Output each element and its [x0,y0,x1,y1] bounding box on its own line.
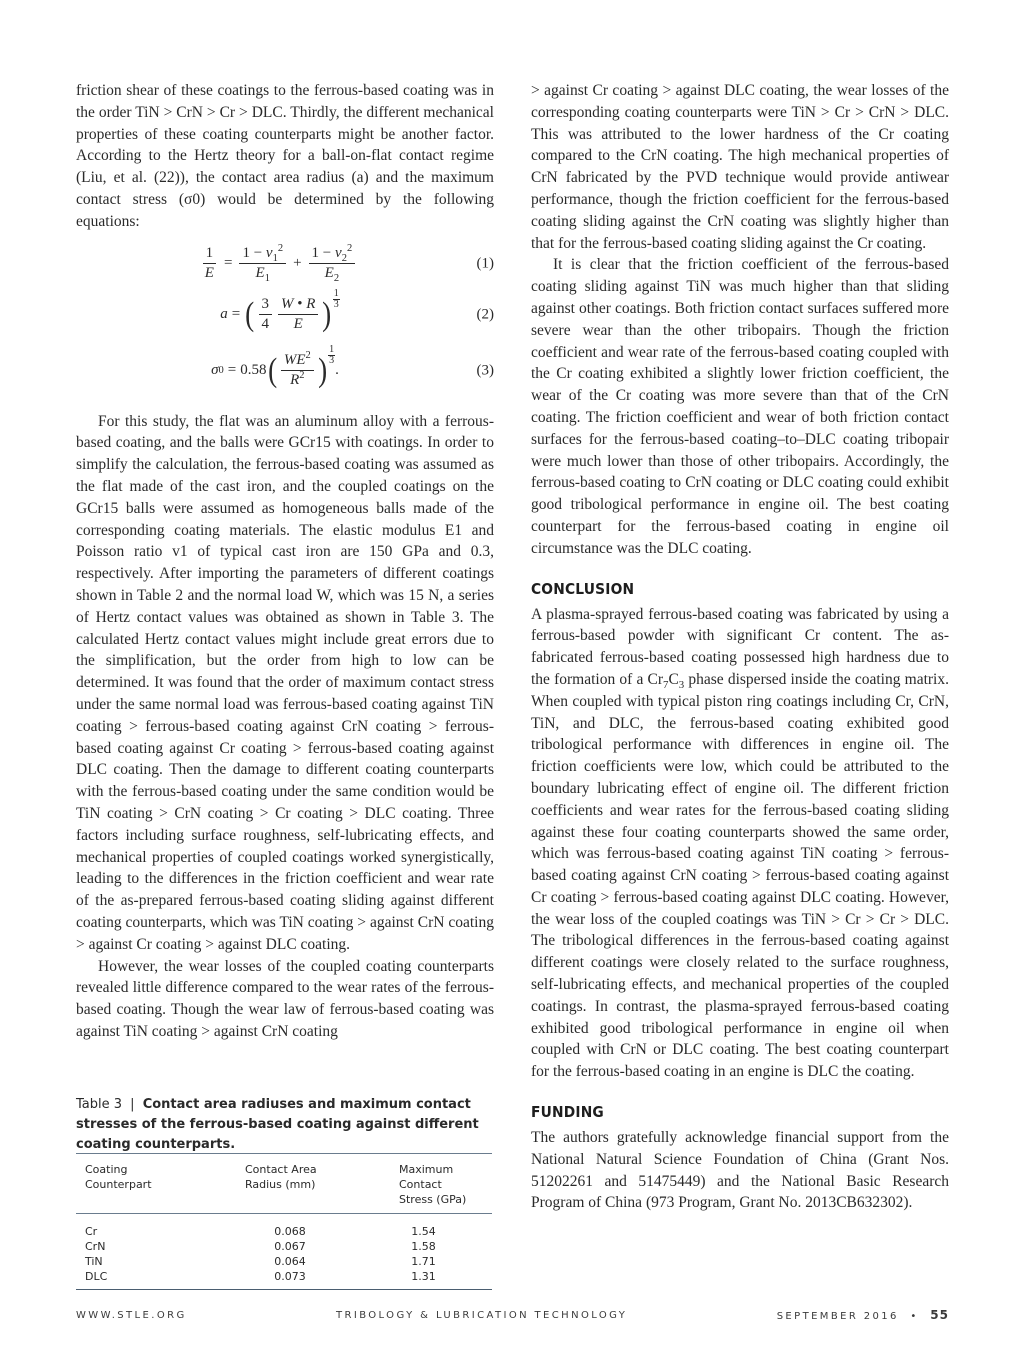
header-cell [76,1162,225,1207]
paragraph: friction shear of these coatings to the ferrous-based coating was in the order TiN > CrN > Cr > DLC. Thirdly, the different mechanical properties of these coating counterparts might be another factor. According to the Hertz theory for a ball-on-flat contact regime (Liu, et al. (22)), the contact area radius (a) and the maximum contact stress (σ0) would be determined by the following equations: [76,82,494,230]
table-cell: 1.54 [411,1225,436,1238]
table-cell: 0.064 [274,1255,306,1268]
table-row [76,1269,492,1284]
header-text: Maximum Contact [399,1163,454,1191]
paragraph: > against Cr coating > against DLC coating, the wear losses of the corresponding coating counterparts were TiN > Cr > CrN > DLC. This was attributed to the lower hardness of the Cr coating compared to the CrN coating. The high mechanical properties of CrN fabricated by the PVD technique would provide antiwear performance, though the friction coefficient for the ferrous-based coating sliding against the CrN coating was slightly higher than that for the ferrous-based coating sliding against the Cr coating. [531,82,949,252]
page-number: 55 [930,1308,949,1322]
table-cell: 0.067 [274,1240,306,1253]
table-caption [76,1095,496,1155]
footer-website: WWW.STLE.ORG [76,1309,187,1321]
header-text: Radius (mm) [245,1178,316,1191]
text-span: A plasma-sprayed ferrous-based coating was fabricated by using a ferrous-based powder with significant Cr content. The as-fabricated ferrous-based coating possessed high hardness due to the formation of a Cr [531,605,949,688]
header-text: Counterpart [85,1178,152,1191]
table-row [76,1239,492,1254]
table-cell: TiN [85,1255,103,1268]
conclusion-paragraph [531,604,949,1084]
text-span: C [668,670,679,688]
equation-number: (2) [476,306,494,323]
table-cell: DLC [85,1270,108,1283]
section-heading-conclusion: CONCLUSION [531,579,635,598]
table-cell: 0.068 [274,1225,306,1238]
right-column [531,80,949,1214]
equation-number: (3) [476,362,494,379]
footer-date: SEPTEMBER 2016 [776,1311,899,1322]
footer-separator: • [910,1311,919,1322]
table-cell: Cr [85,1225,98,1238]
table-3 [76,1153,492,1290]
paragraph: However, the wear losses of the coupled coating counterparts revealed little difference compared to the wear rates of the ferrous-based coating. Though the wear law of ferrous-based coating was against TiN coating > against CrN coating [76,957,494,1040]
subscript: 7 [663,679,669,692]
funding-paragraph: The authors gratefully acknowledge financial support from the National Natural Science Foundation of China (Grant Nos. 51202261 and 51475449) and the National Basic Research Program of China (973 Program, Grant No. 2013CB632302). [531,1129,949,1212]
table-row [76,1254,492,1269]
table-cell: 0.073 [274,1270,306,1283]
table-cell: 1.71 [411,1255,436,1268]
equation-2: a = ( $\frac{3}{4}$ $\frac{W • R}{E}$ ) 1 3 (2) [220,287,494,333]
paragraph: For this study, the flat was an aluminum alloy with a ferrous- based coating, and the balls were GCr15 with coatings. In order to simplify the calculation, the ferrous-based coating was assumed as the flat made of the cast iron, and the coupled coatings on the GCr15 balls were assumed as homogeneous balls made of the corresponding coating materials. The elastic modulus E1 and Poisson ratio v1 of typical cast iron are 150 GPa and 0.3, respectively. After importing the parameters of different coatings shown in Table 2 and the normal load W, which was 15 N, a series of Hertz contact values was obtained as shown in Table 3. The calculated Hertz contact values might include great errors due to the simplification, but the order from high to low can be determined. It was found that the order of maximum contact stress under the same normal load was ferrous-based coating against TiN coating > ferrous-based coating against CrN coating > ferrous-based coating against Cr coating > ferrous-based coating against DLC coating. Then the damage to different coating counterparts with the ferrous-based coating under the same condition would be TiN coating > CrN coating > Cr coating > DLC coating. Three factors including surface roughness, self-lubricating effects, and mechanical properties of coupled coatings worked synergistically, leading to the differences in the friction coefficient and wear rate of the as-prepared ferrous-based coating sliding against different coating counterparts, which was TiN coating > against CrN coating > against Cr coating > against DLC coating. [76,412,494,953]
text-span: phase dispersed inside the coating matrix. When coupled with typical piston ring coatings including Cr, CrN, TiN, and DLC, the ferrous-based coating exhibited good tribological performance with differences in engine oil. The friction coefficients were low, which could be attributed to the boundary lubricating effect of engine oil. The different friction coefficients and wear rates for the ferrous-based coating sliding against these four coating counterparts showed the same order, which was ferrous-based coating against TiN coating > ferrous-based coating against CrN coating > ferrous-based coating against Cr coating > ferrous-based coating against DLC coating. However, the wear loss of the coupled coatings was TiN > Cr > Cr > DLC. The tribological differences in the ferrous-based coating against different coatings were closely related to the surface roughness, self-lubricating effects, and mechanical properties of the coupled coatings. In contrast, the plasma-sprayed ferrous-based coating exhibited good tribological performance in engine oil when coupled with CrN or DLC coating. The best coating counterpart for the ferrous-based coating in an engine is DLC the coating. [531,670,949,1081]
table-body [76,1214,492,1284]
header-text: Contact Area [245,1163,317,1176]
table-title: Contact area radiuses and maximum contact stresses of the ferrous-based coating against different coating counterparts. [76,1097,479,1152]
header-text: Stress (GPa) [399,1193,467,1206]
equation-3: σ 0 = 0.58 ( $\frac{WE^2}{R^2}$ ) 1 3 . (3) [211,343,494,389]
table-label: Table 3 [76,1097,123,1112]
table-header-row [76,1154,492,1207]
footer-journal: TRIBOLOGY & LUBRICATION TECHNOLOGY [336,1309,628,1321]
footer-date-page [777,1308,949,1322]
section-heading-funding: FUNDING [531,1103,604,1122]
header-cell [225,1162,355,1207]
header-text: Coating [85,1163,128,1176]
table-cell: 1.31 [411,1270,436,1283]
header-cell [355,1162,492,1207]
caption-separator: | [130,1097,135,1112]
equation-1: $\frac{1}{E}$ = $\frac{1 - \nu_1^2}{E_1}$ + $\frac{1 - \nu_2^2}{E_2}$ (1) [76,243,494,285]
table-row [76,1224,492,1239]
table-cell: 1.58 [411,1240,436,1253]
subscript: 3 [678,679,685,692]
page-footer [76,1308,949,1322]
table-cell: CrN [85,1240,106,1253]
left-column [76,80,494,1043]
table-rule [76,1289,492,1290]
equation-number: (1) [476,255,494,272]
paragraph: It is clear that the friction coefficient of the ferrous-based coating sliding against TiN was much higher than that sliding against other coatings. Both friction contact surfaces suffered more severe wear than the other tribopairs. Though the friction coefficient and wear rate of the ferrous-based coating coupled with the Cr coating exhibited a slightly lower friction coefficient, the wear of the Cr coating was more severe than that of the CrN coating. The friction coefficient and wear of both friction contact surfaces for the ferrous-based coating–to–DLC coating tribopair were much lower than those of other tribopairs. Accordingly, the ferrous-based coating to CrN coating or DLC coating could exhibit good tribological performance in engine oil. The best coating counterpart for the ferrous-based coating in engine oil circumstance was the DLC coating. [531,256,949,557]
equations-block [76,243,494,399]
